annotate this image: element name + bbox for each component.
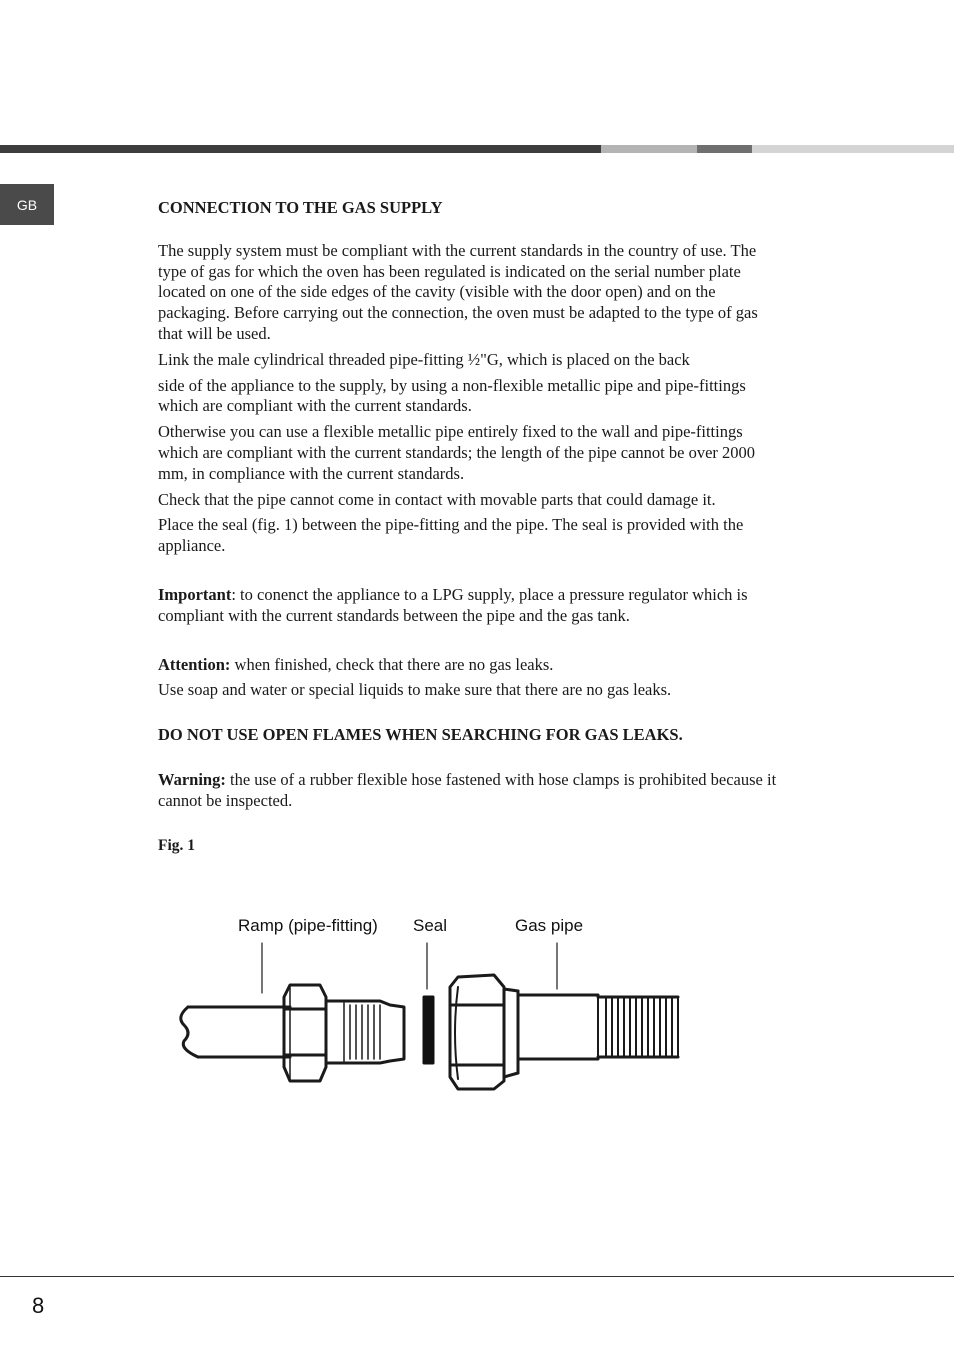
paragraph-check-pipe: Check that the pipe cannot come in contact with movable parts that could damage it.: [158, 489, 716, 509]
header-color-bar: [0, 145, 954, 153]
paragraph-flexible-pipe: Otherwise you can use a flexible metallic pipe entirely fixed to the wall and pipe-fittings which are compliant with the current standards; the length of the pipe cannot be over 2000 mm, in compliance with the current standards.: [158, 422, 756, 483]
important-label: Important: [158, 584, 232, 604]
attention-text: when finished, check that there are no gas leaks.: [230, 654, 554, 674]
warning-label: Warning:: [158, 769, 226, 789]
warning-text: the use of a rubber flexible hose fastened with hose clamps is prohibited because it cannot be inspected.: [158, 769, 777, 810]
pipe-fitting-figure: [158, 905, 698, 1105]
pipe-fitting-diagram: [158, 905, 698, 1105]
callout-seal: Seal: [413, 916, 448, 935]
paragraph-place-seal: Place the seal (fig. 1) between the pipe-fitting and the pipe. The seal is provided with the appliance.: [158, 515, 744, 556]
callout-ramp: Ramp (pipe-fitting): [238, 916, 378, 935]
paragraph-back-side: side of the appliance to the supply, by using a non-flexible metallic pipe and pipe-fittings which are compliant with the current standards.: [158, 375, 746, 416]
important-note: [158, 585, 778, 627]
callout-gas-pipe: Gas pipe: [515, 916, 584, 935]
section-title: CONNECTION TO THE GAS SUPPLY: [158, 198, 443, 217]
attention-note: [158, 655, 778, 676]
page-number: 8: [32, 1293, 45, 1318]
paragraph-supply-system: The supply system must be compliant with the current standards in the country of use. The type of gas for which the oven has been regulated is indicated on the serial number plate located on one of the side edges of the cavity (visible with the door open) and on the packaging. Before carrying out the connection, the oven must be adapted to the type of gas that will be used.: [158, 240, 758, 343]
footer-divider: [0, 1276, 954, 1277]
main-content: [158, 198, 778, 856]
language-tab: GB: [0, 184, 54, 225]
important-text: : to conenct the appliance to a LPG supply, place a pressure regulator which is compliant with the current standards between the pipe and the gas tank.: [158, 584, 748, 625]
warning-note: [158, 770, 778, 812]
figure-label: Fig. 1: [158, 836, 196, 854]
soap-water-note: Use soap and water or special liquids to make sure that there are no gas leaks.: [158, 680, 672, 700]
no-open-flames-warning: DO NOT USE OPEN FLAMES WHEN SEARCHING FOR GAS LEAKS.: [158, 725, 683, 745]
paragraph-link-fitting: Link the male cylindrical threaded pipe-fitting ½"G, which is placed on the back: [158, 349, 690, 369]
attention-label: Attention:: [158, 654, 231, 674]
